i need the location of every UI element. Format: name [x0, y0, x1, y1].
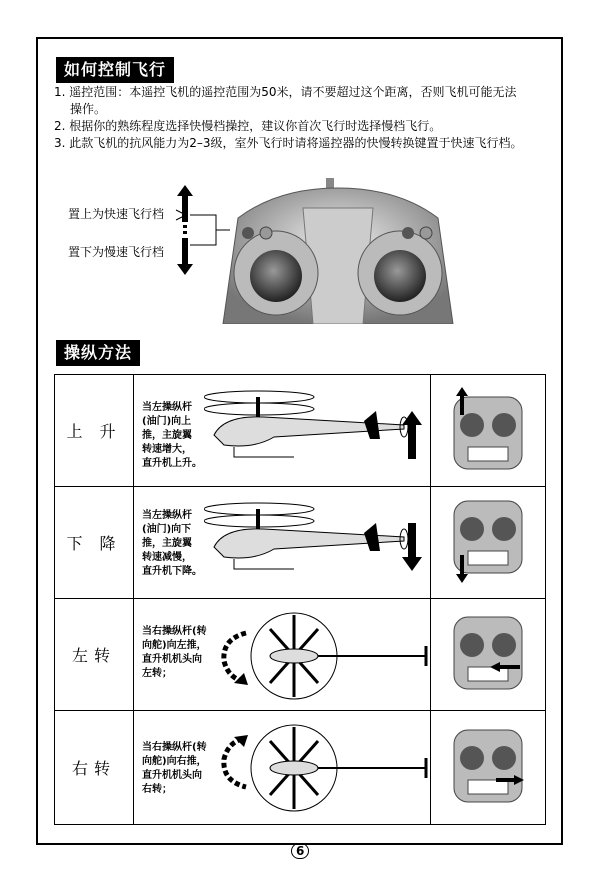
- table-row: [55, 487, 546, 599]
- op-remote: [431, 711, 546, 825]
- section-title-control: 如何控制飞行: [56, 57, 174, 83]
- remote-right-icon: [450, 724, 526, 808]
- table-row: [55, 711, 546, 825]
- desc-line: 直升机机头向: [142, 654, 202, 665]
- desc-line: 向舵)向右推，: [142, 756, 207, 767]
- desc-line: (油门)向上: [142, 416, 192, 427]
- op-desc: [142, 509, 202, 579]
- desc-line: (油门)向下: [142, 524, 192, 535]
- op-name: 下 降: [55, 487, 134, 599]
- operations-table: [54, 374, 546, 825]
- slow-mode-label: 置下为慢速飞行档: [68, 245, 165, 259]
- rule-3: 3. 此款飞机的抗风能力为2–3级，室外飞行时请将遥控器的快慢转换键置于快速飞行档。: [54, 136, 523, 150]
- rotate-right-arrow-icon: [218, 735, 252, 791]
- rule-1-cont: 操作。: [70, 102, 107, 116]
- arrow-up-icon: [402, 411, 422, 459]
- desc-line: 当左操纵杆: [142, 510, 192, 521]
- rotate-left-arrow-icon: [218, 629, 252, 685]
- remote-left-icon: [450, 611, 526, 695]
- helicopter-side-icon: [204, 497, 430, 591]
- desc-line: 当右操纵杆(转: [142, 626, 207, 637]
- remote-down-icon: [450, 499, 526, 583]
- op-desc: [142, 741, 207, 797]
- op-name: 右转: [55, 711, 134, 825]
- helicopter-side-icon: [204, 385, 430, 479]
- desc-line: 当右操纵杆(转: [142, 742, 207, 753]
- helicopter-top-icon: [250, 609, 436, 703]
- desc-line: 转速增大，: [142, 444, 192, 455]
- op-name: 上 升: [55, 375, 134, 487]
- remote-controller-image: [218, 178, 458, 324]
- table-row: [55, 599, 546, 711]
- op-remote: [431, 599, 546, 711]
- desc-line: 直升机下降。: [142, 566, 202, 577]
- op-illustration: [134, 487, 431, 599]
- desc-line: 左转；: [142, 668, 172, 679]
- rules-list: [54, 84, 554, 152]
- desc-line: 直升机上升。: [142, 458, 202, 469]
- desc-line: 右转；: [142, 784, 172, 795]
- op-name: 左转: [55, 599, 134, 711]
- desc-line: 推，主旋翼: [142, 538, 192, 549]
- page-number: 6: [291, 843, 309, 859]
- remote-up-icon: [450, 387, 526, 471]
- desc-line: 向舵)向左推，: [142, 640, 207, 651]
- op-remote: [431, 375, 546, 487]
- fast-mode-label: 置上为快速飞行档: [68, 207, 165, 221]
- op-illustration: [134, 599, 431, 711]
- desc-line: 当左操纵杆: [142, 402, 192, 413]
- table-row: [55, 375, 546, 487]
- op-illustration: [134, 711, 431, 825]
- arrow-down-icon: [402, 523, 422, 571]
- desc-line: 推，主旋翼: [142, 430, 192, 441]
- desc-line: 转速减慢，: [142, 552, 192, 563]
- op-desc: [142, 625, 207, 681]
- op-remote: [431, 487, 546, 599]
- op-illustration: [134, 375, 431, 487]
- rule-1: 1. 遥控范围：本遥控飞机的遥控范围为50米，请不要超过这个距离，否则飞机可能无法: [54, 85, 517, 99]
- op-desc: [142, 401, 202, 471]
- helicopter-top-icon: [250, 721, 436, 815]
- section-title-operation: 操纵方法: [56, 340, 140, 366]
- desc-line: 直升机机头向: [142, 770, 202, 781]
- rule-2: 2. 根据你的熟练程度选择快慢档操控，建议你首次飞行时选择慢档飞行。: [54, 119, 442, 133]
